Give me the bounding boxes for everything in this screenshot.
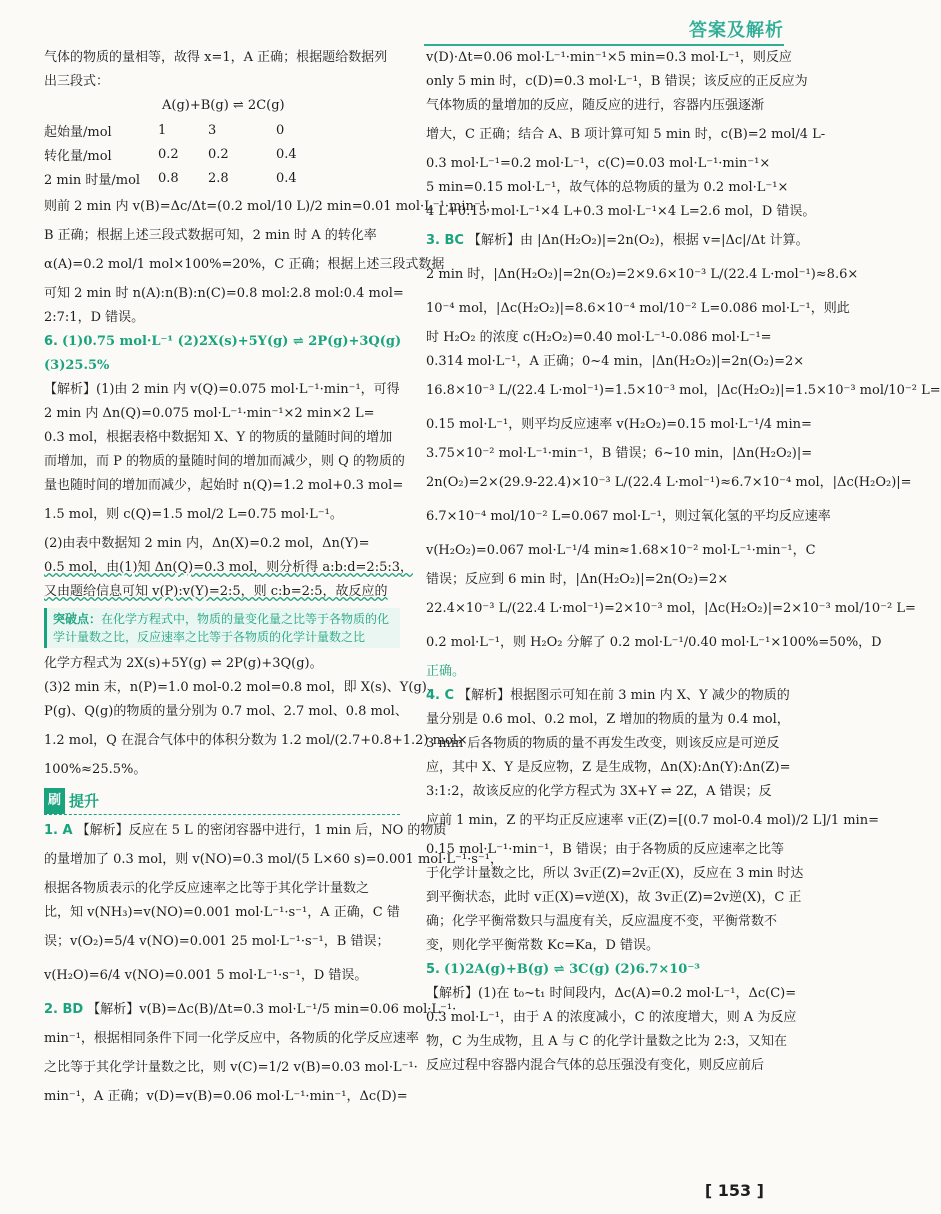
text-line: 10⁻⁴ mol，|Δc(H₂O₂)|=8.6×10⁻⁴ mol/10⁻² L=0.086 mol·L⁻¹，则此 [426, 301, 850, 316]
text-line: 【解析】v(B)=Δc(B)/Δt=0.3 mol·L⁻¹/5 min=0.06 mol·L⁻¹· [87, 1002, 457, 1017]
text-line: 气体的物质的量相等，故得 x=1，A 正确；根据题给数据列 [44, 50, 388, 65]
text-line: 0.15 mol·L⁻¹，则平均反应速率 v(H₂O₂)=0.15 mol·L⁻¹/4 min= [426, 417, 812, 432]
question-4 [426, 684, 790, 708]
note-tag: 突破点： [53, 612, 102, 626]
text-line: 应，其中 X、Y 是反应物，Z 是生成物，Δn(X):Δn(Y):Δn(Z)= [426, 760, 791, 775]
text-line: 22.4×10⁻³ L/(22.4 L·mol⁻¹)=2×10⁻³ mol，|Δc(H₂O₂)|=2×10⁻³ mol/10⁻² L= [426, 601, 916, 616]
text-line: 3:1:2，故该反应的化学方程式为 3X+Y ⇌ 2Z，A 错误；反 [426, 784, 772, 799]
table-cell: 0.8 [158, 170, 179, 186]
text-line: 时 H₂O₂ 的浓度 c(H₂O₂)=0.40 mol·L⁻¹-0.086 mol·L⁻¹= [426, 330, 772, 345]
text-line: 100%≈25.5%。 [44, 762, 147, 777]
text-line: 【解析】(1)由 2 min 内 v(Q)=0.075 mol·L⁻¹·min⁻¹，可得 [44, 382, 400, 397]
text-line: 0.5 mol，由(1)知 Δn(Q)=0.3 mol，则分析得 a:b:d=2:5:3， [44, 560, 413, 575]
note-text: 在化学方程式中，物质的量变化量之比等于各物质的化学计量数之比，反应速率之比等于各物质的化学计量数之比 [53, 612, 390, 644]
text-line: 2 min 内 Δn(Q)=0.075 mol·L⁻¹·min⁻¹×2 min×2 L= [44, 406, 375, 421]
three-stage-table [44, 118, 311, 190]
right-column [426, 46, 941, 1078]
text-line: 误；v(O₂)=5/4 v(NO)=0.001 25 mol·L⁻¹·s⁻¹，B 错误； [44, 934, 390, 949]
question-3 [426, 224, 809, 258]
text-line: 正确。 [426, 664, 466, 679]
text-line: 确；化学平衡常数只与温度有关，反应温度不变，平衡常数不 [426, 914, 778, 929]
text-line: 可知 2 min 时 n(A):n(B):n(C)=0.8 mol:2.8 mol:0.4 mol= [44, 286, 404, 301]
table-cell: 2 min 时量/mol [44, 172, 141, 188]
text-line: (3)2 min 末，n(P)=1.0 mol-0.2 mol=0.8 mol，即 X(s)、Y(g)、 [44, 680, 440, 695]
question-5-answer [426, 958, 776, 982]
text-line: 于化学计量数之比，所以 3v正(Z)=2v正(X)，反应在 3 min 时达 [426, 866, 804, 881]
question-number: 4. C [426, 688, 455, 703]
section-badge: 刷 [44, 788, 65, 814]
question-number: 2. BD [44, 1002, 84, 1017]
text-line: 3 min 后各物质的物质的量不再发生改变，则该反应是可逆反 [426, 736, 780, 751]
text-line: 增大，C 正确；结合 A、B 项计算可知 5 min 时，c(B)=2 mol/4 L- [426, 127, 826, 142]
table-row [44, 166, 311, 190]
text-line: v(D)·Δt=0.06 mol·L⁻¹·min⁻¹×5 min=0.3 mol·L⁻¹，则反应 [426, 50, 792, 65]
text-line: 出三段式： [44, 74, 110, 89]
text-line: P(g)、Q(g)的物质的量分别为 0.7 mol、2.7 mol、0.8 mol、 [44, 704, 408, 719]
text-line: 又由题给信息可知 v(P):v(Y)=2:5，则 c:b=2:5，故反应的 [44, 584, 388, 599]
answer-text: (3)25.5% [44, 358, 110, 373]
table-cell: 1 [158, 122, 167, 138]
text-line: only 5 min 时，c(D)=0.3 mol·L⁻¹，B 错误；该反应的正反应为 [426, 74, 808, 89]
question-2 [44, 993, 457, 1027]
text-line: 的量增加了 0.3 mol，则 v(NO)=0.3 mol/(5 L×60 s)=0.001 mol·L⁻¹·s⁻¹， [44, 852, 503, 867]
text-line: v(H₂O₂)=0.067 mol·L⁻¹/4 min≈1.68×10⁻² mol·L⁻¹·min⁻¹，C [426, 543, 816, 558]
text-line: 4 L+0.15 mol·L⁻¹×4 L+0.3 mol·L⁻¹×4 L=2.6 mol，D 错误。 [426, 204, 816, 219]
text-line: 而增加，而 P 的物质的量随时间的增加而减少，则 Q 的物质的 [44, 454, 405, 469]
text-line: 1.5 mol，则 c(Q)=1.5 mol/2 L=0.75 mol·L⁻¹。 [44, 507, 343, 522]
text-line: (2)由表中数据知 2 min 内，Δn(X)=0.2 mol，Δn(Y)= [44, 536, 370, 551]
breakthrough-note [44, 608, 400, 648]
text-line: 0.3 mol·L⁻¹，由于 A 的浓度减小，C 的浓度增大，则 A 为反应 [426, 1010, 797, 1025]
text-line: 2 min 时，|Δn(H₂O₂)|=2n(O₂)=2×9.6×10⁻³ L/(22.4 L·mol⁻¹)≈8.6× [426, 267, 859, 282]
table-cell: 转化量/mol [44, 148, 112, 164]
text-line: min⁻¹，根据相同条件下同一化学反应中，各物质的化学反应速率 [44, 1031, 419, 1046]
text-line: 3.75×10⁻² mol·L⁻¹·min⁻¹，B 错误；6~10 min，|Δn(H₂O₂)|= [426, 446, 813, 461]
text-line: 5 min=0.15 mol·L⁻¹，故气体的总物质的量为 0.2 mol·L⁻¹× [426, 180, 789, 195]
text-line: 2:7:1，D 错误。 [44, 310, 145, 325]
text-line: 比，知 v(NH₃)=v(NO)=0.001 mol·L⁻¹·s⁻¹，A 正确，C 错 [44, 905, 400, 920]
table-cell: 0.2 [158, 146, 179, 162]
text-line: 反应过程中容器内混合气体的总压强没有变化，则反应前后 [426, 1058, 765, 1073]
text-line: 0.3 mol，根据表格中数据知 X、Y 的物质的量随时间的增加 [44, 430, 393, 445]
answer-text: (1)0.75 mol·L⁻¹ (2)2X(s)+5Y(g) ⇌ 2P(g)+3Q(g) [61, 334, 402, 349]
text-line: 错误；反应到 6 min 时，|Δn(H₂O₂)|=2n(O₂)=2× [426, 572, 729, 587]
section-title: 提升 [69, 792, 100, 810]
text-line: B 正确；根据上述三段式数据可知，2 min 时 A 的转化率 [44, 228, 377, 243]
table-cell: 0 [276, 122, 285, 138]
page-header-title: 答案及解析 [689, 20, 784, 41]
text-line: 则前 2 min 内 v(B)=Δc/Δt=(0.2 mol/10 L)/2 min=0.01 mol·L⁻¹·min⁻¹， [44, 199, 499, 214]
question-number: 6. [44, 334, 58, 349]
text-line: 0.3 mol·L⁻¹=0.2 mol·L⁻¹，c(C)=0.03 mol·L⁻¹·min⁻¹× [426, 156, 771, 171]
table-row [44, 118, 311, 142]
equation: A(g)+B(g) ⇌ 2C(g) [162, 98, 285, 113]
table-cell: 3 [208, 122, 217, 138]
table-cell: 0.2 [208, 146, 229, 162]
text-line: v(H₂O)=6/4 v(NO)=0.001 5 mol·L⁻¹·s⁻¹，D 错误。 [44, 968, 368, 983]
table-row [44, 142, 311, 166]
text-line: 气体物质的量增加的反应，随反应的进行，容器内压强逐渐 [426, 98, 765, 113]
question-6-answer [44, 330, 400, 354]
text-line: 【解析】由 |Δn(H₂O₂)|=2n(O₂)，根据 v=|Δc|/Δt 计算。 [467, 233, 809, 248]
text-line: 量也随时间的增加而减少，起始时 n(Q)=1.2 mol+0.3 mol= [44, 478, 404, 493]
text-line: 到平衡状态，此时 v正(X)=v逆(X)，故 3v正(Z)=2v逆(X)，C 正 [426, 890, 802, 905]
text-line: min⁻¹，A 正确；v(D)=v(B)=0.06 mol·L⁻¹·min⁻¹，Δc(D)= [44, 1089, 408, 1104]
question-1 [44, 819, 447, 843]
page-number: [ 153 ] [704, 1181, 764, 1200]
text-line: 化学方程式为 2X(s)+5Y(g) ⇌ 2P(g)+3Q(g)。 [44, 656, 323, 671]
text-line: 0.15 mol·L⁻¹·min⁻¹，B 错误；由于各物质的反应速率之比等 [426, 842, 784, 857]
text-line: 1.2 mol，Q 在混合气体中的体积分数为 1.2 mol/(2.7+0.8+1.2) mol× [44, 733, 468, 748]
table-cell: 0.4 [276, 170, 297, 186]
text-line: 0.2 mol·L⁻¹，则 H₂O₂ 分解了 0.2 mol·L⁻¹/0.40 mol·L⁻¹×100%=50%，D [426, 635, 882, 650]
text-line: 2n(O₂)=2×(29.9-22.4)×10⁻³ L/(22.4 L·mol⁻¹)≈6.7×10⁻⁴ mol，|Δc(H₂O₂)|= [426, 475, 912, 490]
text-line: 【解析】根据图示可知在前 3 min 内 X、Y 减少的物质的 [458, 688, 790, 703]
table-cell: 0.4 [276, 146, 297, 162]
section-header [44, 788, 400, 815]
question-number: 3. BC [426, 233, 464, 248]
answer-text: (1)2A(g)+B(g) ⇌ 3C(g) (2)6.7×10⁻³ [443, 962, 700, 977]
text-line: 【解析】(1)在 t₀~t₁ 时间段内，Δc(A)=0.2 mol·L⁻¹，Δc(C)= [426, 986, 797, 1001]
text-line: 应前 1 min，Z 的平均正反应速率 v正(Z)=[(0.7 mol-0.4 mol)/2 L]/1 min= [426, 813, 879, 828]
text-line: 0.314 mol·L⁻¹，A 正确；0~4 min，|Δn(H₂O₂)|=2n(O₂)=2× [426, 354, 805, 369]
table-cell: 2.8 [208, 170, 229, 186]
text-line: 物，C 为生成物，且 A 与 C 的化学计量数之比为 2:3，又知在 [426, 1034, 787, 1049]
text-line: 量分别是 0.6 mol、0.2 mol，Z 增加的物质的量为 0.4 mol， [426, 712, 790, 727]
text-line: 6.7×10⁻⁴ mol/10⁻² L=0.067 mol·L⁻¹，则过氧化氢的平均反应速率 [426, 509, 831, 524]
text-line: 根据各物质表示的化学反应速率之比等于其化学计量数之 [44, 881, 370, 896]
text-line: 【解析】反应在 5 L 的密闭容器中进行，1 min 后，NO 的物质 [76, 823, 447, 838]
text-line: 变，则化学平衡常数 Kc=Ka，D 错误。 [426, 938, 660, 953]
question-number: 5. [426, 962, 440, 977]
table-cell: 起始量/mol [44, 124, 112, 140]
text-line: α(A)=0.2 mol/1 mol×100%=20%，C 正确；根据上述三段式数据 [44, 257, 445, 272]
question-number: 1. A [44, 823, 73, 838]
text-line: 16.8×10⁻³ L/(22.4 L·mol⁻¹)=1.5×10⁻³ mol，|Δc(H₂O₂)|=1.5×10⁻³ mol/10⁻² L= [426, 383, 941, 398]
text-line: 之比等于其化学计量数之比，则 v(C)=1/2 v(B)=0.03 mol·L⁻¹· [44, 1060, 418, 1075]
